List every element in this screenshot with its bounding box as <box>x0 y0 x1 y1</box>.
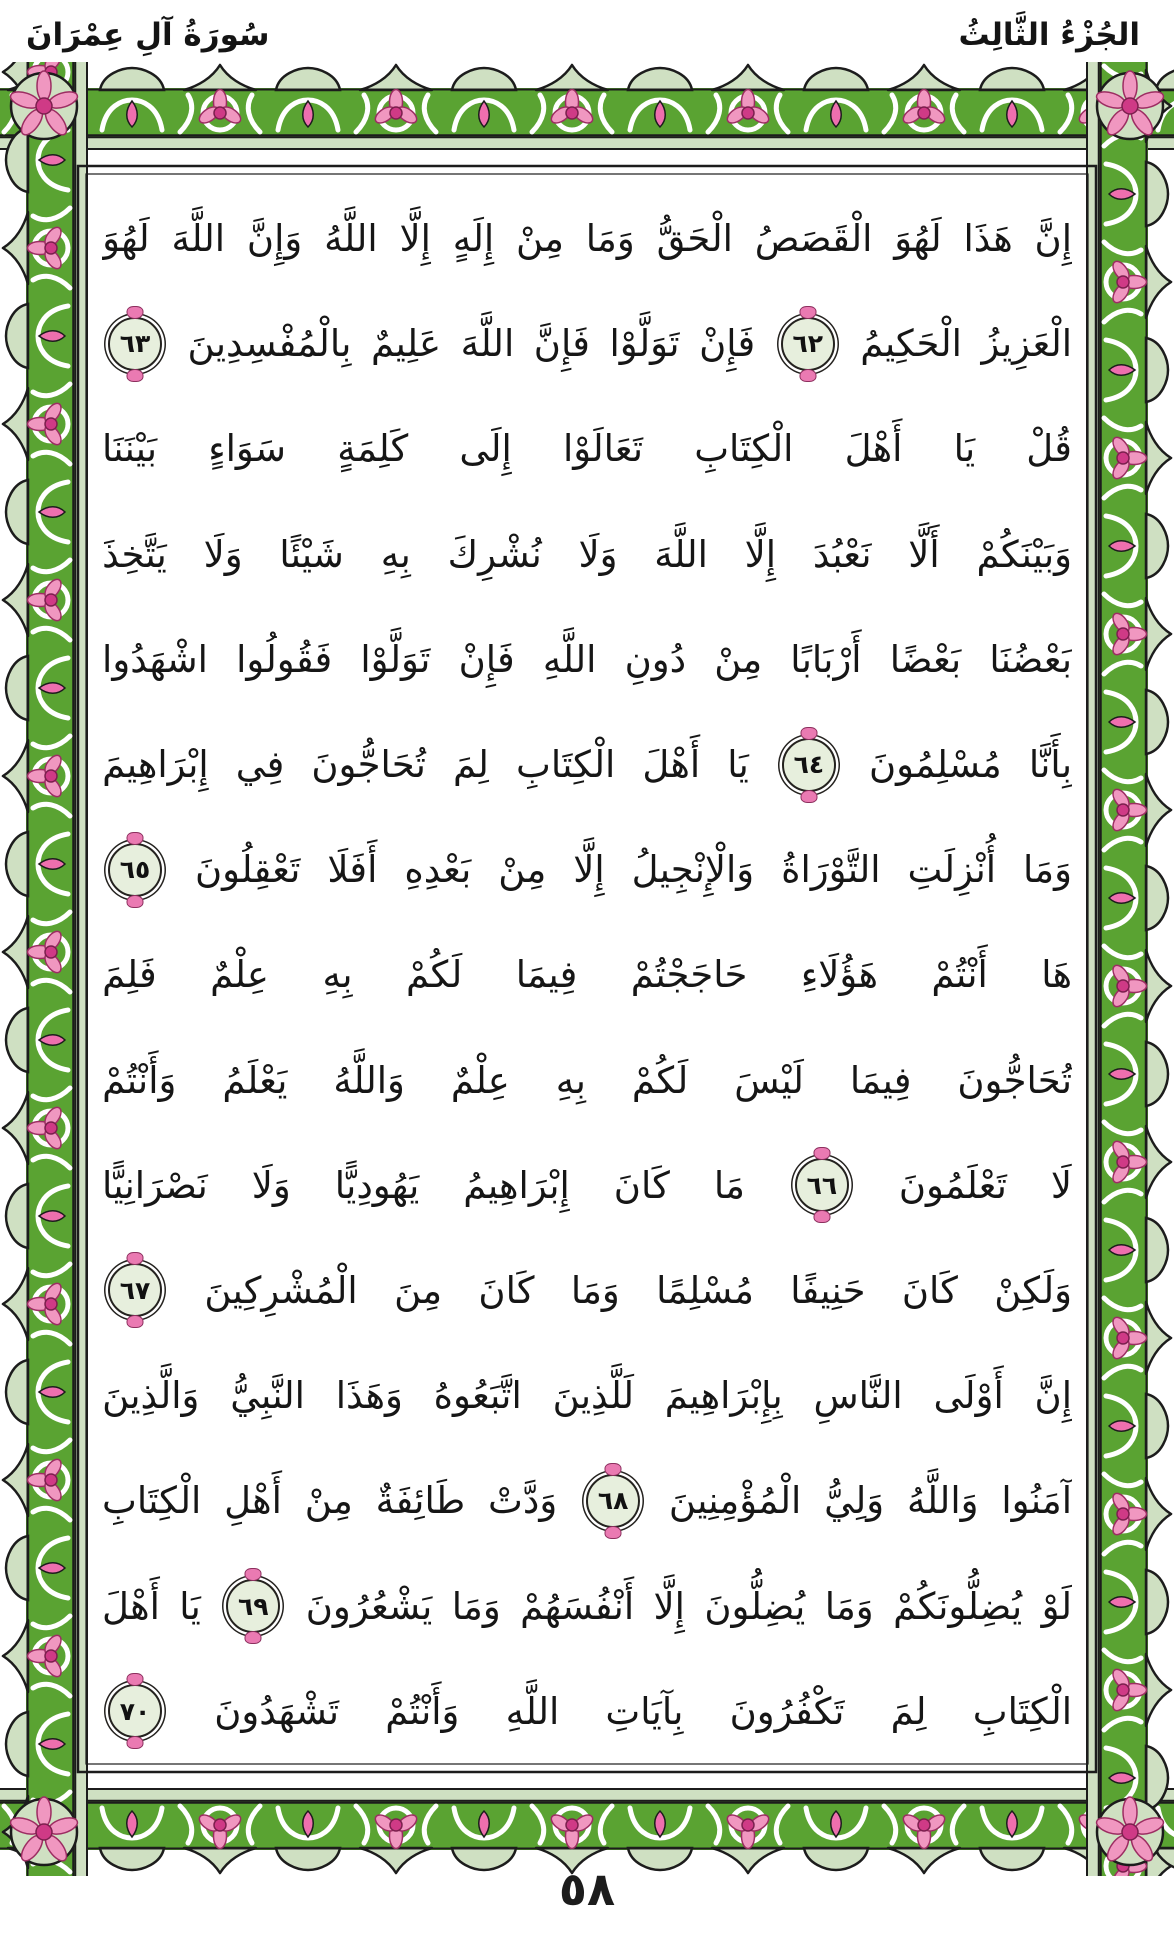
word: تَوَلَّوْا <box>360 637 431 681</box>
word: لَا <box>1050 1163 1072 1207</box>
word: فَلِمَ <box>102 953 157 997</box>
word: يَا <box>953 427 976 471</box>
word: إِلَهٍ <box>452 217 495 261</box>
word: اللَّهَ <box>171 217 226 261</box>
word: وَلِيُّ <box>824 1479 885 1523</box>
ayah-marker: ٦٢ <box>781 317 835 371</box>
word: وَاللَّهُ <box>906 1479 979 1523</box>
word: يَتَّخِذَ <box>102 532 167 576</box>
word: الْعَزِيزُ <box>981 322 1072 366</box>
word: يَشْعُرُونَ <box>305 1584 433 1628</box>
word: طَائِفَةٌ <box>375 1479 466 1523</box>
word: الْحَقُّ <box>656 217 733 261</box>
word: تُحَاجُّونَ <box>957 1058 1072 1102</box>
word: سَوَاءٍ <box>208 427 287 471</box>
word: لَكُمْ <box>406 953 463 997</box>
word: النَّبِيُّ <box>230 1374 305 1418</box>
word: فَقُولُوا <box>236 637 333 681</box>
word: لَهُوَ <box>102 217 150 261</box>
word: وَمَا <box>585 217 635 261</box>
ayah-marker: ٦٧ <box>108 1263 162 1317</box>
word: فِيمَا <box>849 1058 912 1102</box>
word: اتَّبَعُوهُ <box>433 1374 522 1418</box>
word: أَهْلِ <box>224 1479 282 1523</box>
word: كَانَ <box>613 1163 670 1207</box>
word: أَرْبَابًا <box>790 637 862 681</box>
quran-line <box>102 1028 1072 1133</box>
ayah-marker: ٦٨ <box>586 1474 640 1528</box>
word: أَنْفُسَهُمْ <box>520 1584 635 1628</box>
word: إِبْرَاهِيمَ <box>102 743 209 787</box>
ayah-marker: ٦٥ <box>108 843 162 897</box>
word: الْمُشْرِكِينَ <box>204 1268 358 1312</box>
word: تَعْقِلُونَ <box>195 848 301 892</box>
word: أَلَّا <box>908 532 940 576</box>
word: وَمَا <box>824 1584 874 1628</box>
page-number: ٥٨ <box>558 1862 616 1916</box>
word: شَيْئًا <box>279 532 344 576</box>
word: اللَّهِ <box>505 1689 560 1733</box>
word: اللَّهَ <box>654 532 708 576</box>
word: الْكِتَابِ <box>102 1479 202 1523</box>
word: حَاجَجْتُمْ <box>630 953 748 997</box>
word: بِهِ <box>380 532 411 576</box>
word: فَإِنْ <box>458 637 515 681</box>
word: بِهِ <box>555 1058 586 1102</box>
word: الْكِتَابِ <box>516 743 616 787</box>
quran-line <box>102 186 1072 291</box>
ayah-marker: ٦٦ <box>795 1158 849 1212</box>
word: وَلَكِنْ <box>994 1268 1072 1312</box>
word: عَلِيمٌ <box>370 322 442 366</box>
quran-line <box>102 922 1072 1027</box>
word: اشْهَدُوا <box>102 637 208 681</box>
word: لَلَّذِينَ <box>552 1374 634 1418</box>
quran-line <box>102 817 1072 922</box>
word: وَلَا <box>578 532 618 576</box>
word: تَكْفُرُونَ <box>729 1689 845 1733</box>
word: بِهِ <box>322 953 353 997</box>
ayah-marker: ٦٤ <box>782 738 836 792</box>
quran-line <box>102 607 1072 712</box>
word: التَّوْرَاةُ <box>781 848 881 892</box>
word: دُونِ <box>624 637 687 681</box>
word: تَعْلَمُونَ <box>898 1163 1007 1207</box>
word: نَعْبُدَ <box>812 532 872 576</box>
quran-line <box>102 1133 1072 1238</box>
word: بِأَنَّا <box>1028 743 1072 787</box>
surah-title: سُورَةُ آلِ عِمْرَانَ <box>26 17 270 53</box>
word: آمَنُوا <box>1001 1479 1072 1523</box>
quran-line <box>102 712 1072 817</box>
word: فَإِنَّ <box>533 322 590 366</box>
word: أَهْلَ <box>844 427 903 471</box>
word: اللَّهَ <box>460 322 515 366</box>
word: إِلَى <box>459 427 512 471</box>
word: وَمَا <box>570 1268 620 1312</box>
word: أَهْلَ <box>642 743 701 787</box>
quran-line <box>102 291 1072 396</box>
word: وَلَا <box>251 1163 291 1207</box>
word: إِبْرَاهِيمُ <box>463 1163 570 1207</box>
word: لِمَ <box>890 1689 927 1733</box>
word: هَذَا <box>963 217 1013 261</box>
word: أَفَلَا <box>327 848 378 892</box>
word: يَا <box>727 743 749 787</box>
word: وَأَنْتُمْ <box>385 1689 460 1733</box>
word: مُسْلِمُونَ <box>869 743 1002 787</box>
word: لَكُمْ <box>631 1058 689 1102</box>
word: مِنْ <box>515 217 564 261</box>
word: مَا <box>713 1163 745 1207</box>
word: إِلَّا <box>573 848 605 892</box>
word: بَيْنَنَا <box>102 427 158 471</box>
word: وَأَنْتُمْ <box>102 1058 177 1102</box>
word: إِنَّ <box>1034 1374 1072 1418</box>
word: تَشْهَدُونَ <box>214 1689 340 1733</box>
word: لَهُوَ <box>894 217 942 261</box>
word: يَهُودِيًّا <box>334 1163 420 1207</box>
word: تَعَالَوْا <box>562 427 644 471</box>
word: مِنْ <box>304 1479 353 1523</box>
word: الْمُؤْمِنِينَ <box>668 1479 802 1523</box>
word: الْقَصَصُ <box>754 217 873 261</box>
word: يَعْلَمُ <box>222 1058 288 1102</box>
word: هَا <box>1041 953 1072 997</box>
word: إِلَّا <box>399 217 431 261</box>
word: فِي <box>235 743 285 787</box>
word: وَهَذَا <box>335 1374 403 1418</box>
word: إِلَّا <box>653 1584 685 1628</box>
word: بَعْضُنَا <box>989 637 1072 681</box>
word: نَصْرَانِيًّا <box>102 1163 208 1207</box>
word: إِنَّ <box>1034 217 1072 261</box>
ayah-marker: ٦٩ <box>226 1579 280 1633</box>
word: الْكِتَابِ <box>694 427 794 471</box>
quran-line <box>102 1659 1072 1764</box>
word: بَعْدِهِ <box>404 848 472 892</box>
quran-line <box>102 396 1072 501</box>
word: أَوْلَى <box>933 1374 1004 1418</box>
word: لَوْ <box>1041 1584 1072 1628</box>
word: بِآيَاتِ <box>605 1689 684 1733</box>
word: لَيْسَ <box>734 1058 804 1102</box>
word: يُضِلُّونَ <box>704 1584 806 1628</box>
word: نُشْرِكَ <box>447 532 542 576</box>
word: فَإِنْ <box>699 322 756 366</box>
word: عِلْمٌ <box>450 1058 510 1102</box>
word: إِلَّا <box>744 532 777 576</box>
word: عِلْمٌ <box>210 953 270 997</box>
word: وَمَا <box>1023 848 1072 892</box>
juz-title: الجُزْءُ الثَّالِثُ <box>958 17 1140 53</box>
quran-line <box>102 1553 1072 1658</box>
word: وَالْإِنْجِيلُ <box>631 848 755 892</box>
word: قُلْ <box>1026 427 1072 471</box>
word: مِنَ <box>394 1268 443 1312</box>
word: أُنْزِلَتِ <box>907 848 997 892</box>
word: يَا <box>179 1584 201 1628</box>
word: وَدَّتْ <box>488 1479 558 1523</box>
word: وَالَّذِينَ <box>102 1374 200 1418</box>
word: أَنْتُمْ <box>931 953 988 997</box>
word: يُضِلُّونَكُمْ <box>893 1584 1023 1628</box>
quran-line <box>102 1238 1072 1343</box>
word: كَلِمَةٍ <box>337 427 409 471</box>
word: وَاللَّهُ <box>333 1058 405 1102</box>
word: مُسْلِمًا <box>656 1268 754 1312</box>
word: أَهْلَ <box>102 1584 160 1628</box>
word: مِنْ <box>714 637 763 681</box>
word: اللَّهِ <box>542 637 597 681</box>
word: الْحَكِيمُ <box>860 322 962 366</box>
word: بِإِبْرَاهِيمَ <box>664 1374 783 1418</box>
quran-line <box>102 1343 1072 1448</box>
ayah-marker: ٦٣ <box>108 317 162 371</box>
word: بَعْضًا <box>889 637 962 681</box>
word: وَبَيْنَكُمْ <box>976 532 1072 576</box>
word: هَؤُلَاءِ <box>800 953 878 997</box>
word: النَّاسِ <box>813 1374 903 1418</box>
word: بِالْمُفْسِدِينَ <box>187 322 352 366</box>
word: فِيمَا <box>515 953 578 997</box>
word: حَنِيفًا <box>790 1268 866 1312</box>
word: وَلَا <box>203 532 243 576</box>
ayah-marker: ٧٠ <box>108 1684 162 1738</box>
word: اللَّهُ <box>324 217 378 261</box>
word: لِمَ <box>453 743 489 787</box>
word: وَمَا <box>451 1584 501 1628</box>
word: تَوَلَّوْا <box>609 322 680 366</box>
word: تُحَاجُّونَ <box>311 743 426 787</box>
word: وَإِنَّ <box>246 217 303 261</box>
quran-lines <box>102 186 1072 1764</box>
word: مِنْ <box>498 848 547 892</box>
quran-line <box>102 1448 1072 1553</box>
word: كَانَ <box>901 1268 958 1312</box>
word: كَانَ <box>478 1268 535 1312</box>
word: الْكِتَابِ <box>972 1689 1072 1733</box>
quran-line <box>102 502 1072 607</box>
